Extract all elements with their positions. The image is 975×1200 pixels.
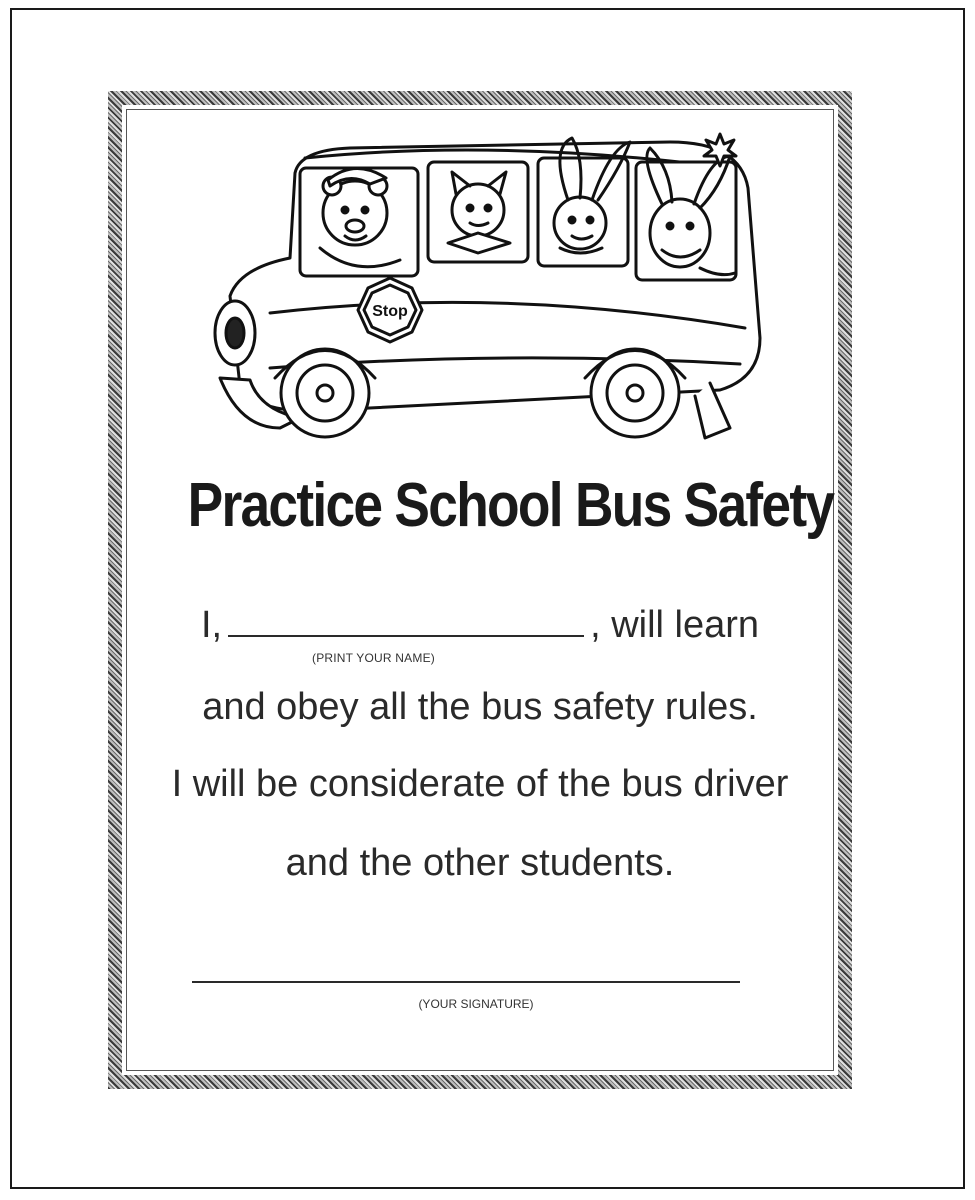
pledge-line-1 xyxy=(140,604,820,647)
stop-sign-label: Stop xyxy=(372,303,408,320)
signature-hint: (YOUR SIGNATURE) xyxy=(418,997,534,1011)
signature-line[interactable] xyxy=(192,981,740,983)
name-hint: (PRINT YOUR NAME) xyxy=(312,651,435,665)
pledge-line-4: and the other students. xyxy=(285,842,675,884)
pledge-line-1-end: , will learn xyxy=(590,604,760,646)
pledge-line-2: and obey all the bus safety rules. xyxy=(202,686,758,728)
name-blank[interactable] xyxy=(228,605,584,637)
pledge-line-1-start: I, xyxy=(200,604,223,646)
certificate-title: Practice School Bus Safety xyxy=(187,471,834,540)
school-bus-illustration xyxy=(200,128,765,458)
pledge-line-3: I will be considerate of the bus driver xyxy=(171,763,789,805)
